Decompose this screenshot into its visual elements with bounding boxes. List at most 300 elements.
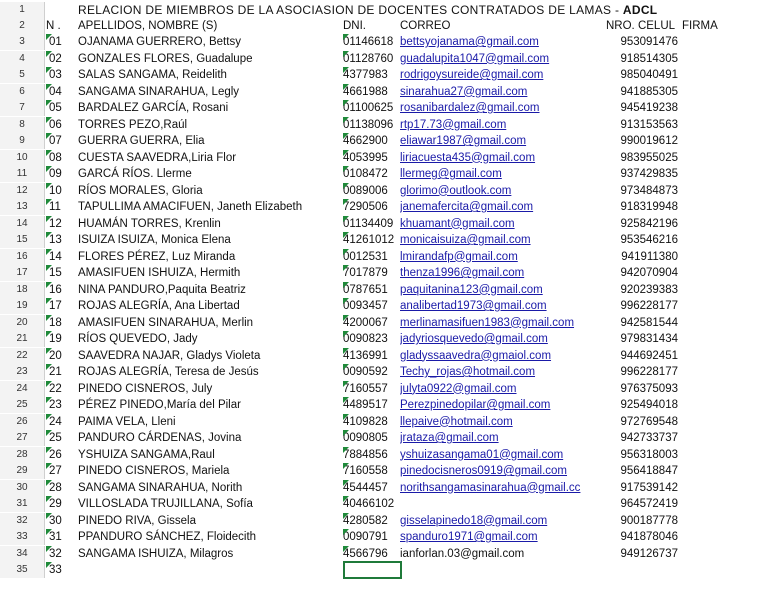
error-indicator-icon: [46, 562, 52, 568]
error-indicator-icon: [343, 513, 349, 519]
cell-number[interactable]: 29: [46, 496, 77, 512]
table-row: [0, 265, 768, 281]
cell-phone[interactable]: 996228177: [620, 300, 678, 312]
cell-name[interactable]: TAPULLIMA AMACIFUEN, Janeth Elizabeth: [78, 201, 303, 213]
row-number[interactable]: 34: [0, 546, 45, 562]
cell-number[interactable]: 26: [46, 447, 77, 463]
row-number[interactable]: 17: [0, 265, 45, 281]
cell-number[interactable]: 28: [46, 480, 77, 496]
row-number[interactable]: 32: [0, 513, 45, 529]
cell-firma[interactable]: [682, 430, 752, 446]
cell-dni[interactable]: 4136991: [343, 349, 388, 362]
cell-name[interactable]: OJANAMA GUERRERO, Bettsy: [78, 36, 241, 48]
cell-dni[interactable]: 0090823: [343, 333, 388, 345]
header-mail[interactable]: CORREO: [400, 20, 451, 32]
cell-email[interactable]: ianforlan.03@gmail.com: [400, 547, 525, 560]
cell-number[interactable]: 19: [46, 331, 77, 347]
cell-phone[interactable]: 996228177: [620, 366, 678, 378]
cell-name[interactable]: GUERRA GUERRA, Elia: [78, 135, 205, 147]
row-number[interactable]: 35: [0, 562, 45, 578]
cell-phone[interactable]: 979831434: [620, 333, 678, 345]
row-number[interactable]: 25: [0, 397, 45, 413]
cell-dni[interactable]: 4489517: [343, 399, 388, 411]
row-number[interactable]: 2: [0, 18, 45, 34]
cell-name[interactable]: ROJAS ALEGRÍA, Ana Libertad: [78, 300, 240, 312]
table-row: [0, 364, 768, 380]
cell-phone[interactable]: 900187778: [620, 514, 678, 527]
cell-phone[interactable]: 945419238: [620, 102, 678, 114]
cell-email[interactable]: liriacuesta435@gmail.com: [400, 151, 536, 164]
cell-phone[interactable]: 913153563: [620, 118, 678, 131]
cell-firma[interactable]: [682, 199, 752, 215]
cell-number[interactable]: 12: [46, 216, 77, 232]
cell-email[interactable]: Perezpinedopilar@gmail.com: [400, 399, 551, 411]
cell-name[interactable]: PAIMA VELA, Lleni: [78, 415, 176, 428]
cell-email[interactable]: guadalupita1047@gmail.com: [400, 52, 550, 65]
row-number[interactable]: 30: [0, 480, 45, 496]
cell-firma[interactable]: [682, 100, 752, 116]
row-number[interactable]: 9: [0, 133, 45, 149]
cell-number[interactable]: 32: [46, 546, 77, 562]
cell-email[interactable]: jadyriosquevedo@gmail.com: [400, 333, 548, 345]
cell-number[interactable]: 08: [46, 150, 77, 166]
cell-number[interactable]: 01: [46, 34, 77, 50]
title-bold: ADCL: [622, 3, 658, 17]
row-number[interactable]: 5: [0, 67, 45, 83]
error-indicator-icon: [46, 480, 52, 486]
cell-number[interactable]: 14: [46, 249, 77, 265]
cell-phone[interactable]: [606, 562, 678, 578]
table-row: [0, 513, 768, 529]
cell-dni[interactable]: 7160558: [343, 465, 388, 477]
row-number[interactable]: 14: [0, 216, 45, 232]
row-number[interactable]: 4: [0, 51, 45, 67]
cell-name[interactable]: [78, 562, 342, 578]
cell-firma[interactable]: [682, 133, 752, 149]
cell-firma[interactable]: [682, 331, 752, 347]
cell-name[interactable]: ROJAS ALEGRÍA, Teresa de Jesús: [78, 366, 259, 378]
cell-email[interactable]: merlinamasifuen1983@gmail.com: [400, 316, 575, 329]
cell-firma[interactable]: [682, 529, 752, 545]
cell-number[interactable]: 04: [46, 84, 77, 100]
cell-dni[interactable]: 0090791: [343, 531, 388, 543]
cell-email[interactable]: eliawar1987@gmail.com: [400, 135, 527, 147]
cell-firma[interactable]: [682, 381, 752, 397]
cell-email[interactable]: rtp17.73@gmail.com: [400, 118, 507, 131]
cell-dni[interactable]: 4661988: [343, 85, 388, 98]
cell-name[interactable]: GARCÁ RÍOS. Llerme: [78, 168, 192, 180]
cell-number[interactable]: 02: [46, 51, 77, 67]
cell-dni[interactable]: 41261012: [343, 234, 395, 246]
cell-firma[interactable]: [682, 397, 752, 413]
cell-number[interactable]: 31: [46, 529, 77, 545]
cell-dni[interactable]: 01128760: [343, 52, 394, 65]
cell-dni[interactable]: 0089006: [343, 184, 388, 197]
error-indicator-icon: [46, 117, 52, 123]
error-indicator-icon: [46, 166, 52, 172]
cell-phone[interactable]: 941885305: [620, 85, 678, 98]
cell-firma[interactable]: [682, 562, 752, 578]
cell-name[interactable]: SALAS SANGAMA, Reidelith: [78, 69, 227, 81]
cell-phone[interactable]: 976375093: [620, 382, 678, 395]
row-number[interactable]: 8: [0, 117, 45, 133]
cell-firma[interactable]: [682, 315, 752, 331]
cell-number[interactable]: 15: [46, 265, 77, 281]
error-indicator-icon: [46, 496, 52, 502]
cell-phone[interactable]: 953546216: [620, 234, 678, 246]
error-indicator-icon: [46, 51, 52, 57]
row-number[interactable]: 10: [0, 150, 45, 166]
error-indicator-icon: [343, 447, 349, 453]
error-indicator-icon: [343, 216, 349, 222]
cell-number[interactable]: 18: [46, 315, 77, 331]
cell-phone[interactable]: 941878046: [620, 531, 678, 543]
row-number[interactable]: 29: [0, 463, 45, 479]
error-indicator-icon: [343, 84, 349, 90]
cell-dni[interactable]: 7017879: [343, 267, 388, 279]
error-indicator-icon: [46, 282, 52, 288]
row-number[interactable]: 23: [0, 364, 45, 380]
error-indicator-icon: [343, 166, 349, 172]
row-number[interactable]: 15: [0, 232, 45, 248]
error-indicator-icon: [343, 265, 349, 271]
cell-email[interactable]: rodrigoysureide@gmail.com: [400, 69, 544, 81]
cell-dni[interactable]: 4544457: [343, 481, 388, 494]
error-indicator-icon: [343, 249, 349, 255]
sheet-title[interactable]: [78, 2, 657, 18]
table-row: [0, 150, 768, 166]
row-number[interactable]: 19: [0, 298, 45, 314]
row-number[interactable]: 22: [0, 348, 45, 364]
row-number[interactable]: 11: [0, 166, 45, 182]
cell-firma[interactable]: [682, 183, 752, 199]
table-row: [0, 199, 768, 215]
cell-dni[interactable]: 40466102: [343, 498, 395, 510]
cell-email[interactable]: llermeg@gmail.com: [400, 168, 502, 180]
cell-dni[interactable]: 01146618: [343, 36, 394, 48]
cell-dni[interactable]: 4377983: [343, 69, 388, 81]
cell-name[interactable]: GONZALES FLORES, Guadalupe: [78, 52, 253, 65]
error-indicator-icon: [343, 364, 349, 370]
table-row: [0, 282, 768, 298]
cell-email[interactable]: paquitanina123@gmail.com: [400, 283, 543, 296]
cell-number[interactable]: 23: [46, 397, 77, 413]
cell-firma[interactable]: [682, 67, 752, 83]
cell-firma[interactable]: [682, 249, 752, 265]
cell-name[interactable]: PÉREZ PINEDO,María del Pilar: [78, 399, 241, 411]
cell-email[interactable]: pinedocisneros0919@gmail.com: [400, 465, 568, 477]
cell-firma[interactable]: [682, 84, 752, 100]
cell-phone[interactable]: 918319948: [620, 201, 678, 213]
cell-email[interactable]: [400, 562, 605, 578]
cell-email[interactable]: Techy_rojas@hotmail.com: [400, 366, 536, 378]
table-row: [0, 381, 768, 397]
cell-phone[interactable]: 917539142: [620, 481, 678, 494]
cell-number[interactable]: 17: [46, 298, 77, 314]
cell-firma[interactable]: [682, 150, 752, 166]
error-indicator-icon: [343, 34, 349, 40]
table-row: [0, 414, 768, 430]
cell-number[interactable]: 10: [46, 183, 77, 199]
selected-cell[interactable]: [343, 561, 402, 579]
cell-firma[interactable]: [682, 51, 752, 67]
cell-email[interactable]: rosanibardalez@gmail.com: [400, 102, 540, 114]
cell-email[interactable]: jrataza@gmail.com: [400, 432, 499, 444]
error-indicator-icon: [343, 546, 349, 552]
row-number[interactable]: 27: [0, 430, 45, 446]
cell-dni[interactable]: 7160557: [343, 382, 388, 395]
cell-email[interactable]: norithsangamasinarahua@gmail.cc: [400, 481, 581, 494]
cell-firma[interactable]: [682, 546, 752, 562]
error-indicator-icon: [46, 232, 52, 238]
cell-name[interactable]: TORRES PEZO,Raúl: [78, 118, 188, 131]
row-number[interactable]: 1: [0, 2, 45, 18]
error-indicator-icon: [343, 315, 349, 321]
cell-dni[interactable]: 4662900: [343, 135, 388, 147]
cell-firma[interactable]: [682, 447, 752, 463]
cell-name[interactable]: VILLOSLADA TRUJILLANA, Sofía: [78, 498, 253, 510]
header-dni[interactable]: DNI.: [343, 20, 366, 32]
cell-phone[interactable]: 920239383: [620, 283, 678, 296]
cell-name[interactable]: RÍOS MORALES, Gloria: [78, 184, 203, 197]
cell-email[interactable]: llepaive@hotmail.com: [400, 415, 513, 428]
table-row: [0, 480, 768, 496]
cell-name[interactable]: HUAMÁN TORRES, Krenlin: [78, 217, 221, 230]
cell-name[interactable]: AMASIFUEN ISHUIZA, Hermith: [78, 267, 241, 279]
cell-phone[interactable]: 918514305: [620, 52, 678, 65]
cell-name[interactable]: ISUIZA ISUIZA, Monica Elena: [78, 234, 231, 246]
cell-number[interactable]: 06: [46, 117, 77, 133]
error-indicator-icon: [46, 381, 52, 387]
cell-phone[interactable]: 964572419: [620, 498, 678, 510]
row-number[interactable]: 18: [0, 282, 45, 298]
cell-dni[interactable]: 4053995: [343, 151, 388, 164]
row-number[interactable]: 31: [0, 496, 45, 512]
table-row: [0, 430, 768, 446]
cell-email[interactable]: julyta0922@gmail.com: [400, 382, 517, 395]
cell-name[interactable]: NINA PANDURO,Paquita Beatriz: [78, 283, 246, 296]
error-indicator-icon: [343, 463, 349, 469]
cell-email[interactable]: monicaisuiza@gmail.com: [400, 234, 531, 246]
cell-phone[interactable]: 990019612: [620, 135, 678, 147]
cell-name[interactable]: AMASIFUEN SINARAHUA, Merlin: [78, 316, 254, 329]
row-number[interactable]: 21: [0, 331, 45, 347]
error-indicator-icon: [46, 249, 52, 255]
cell-dni[interactable]: 4109828: [343, 415, 388, 428]
cell-dni[interactable]: 4200067: [343, 316, 388, 329]
error-indicator-icon: [343, 51, 349, 57]
cell-dni[interactable]: 0108472: [343, 168, 388, 180]
error-indicator-icon: [343, 199, 349, 205]
cell-email[interactable]: janemafercita@gmail.com: [400, 201, 534, 213]
header-phone[interactable]: NRO. CELUL: [606, 20, 676, 32]
cell-firma[interactable]: [682, 463, 752, 479]
error-indicator-icon: [343, 529, 349, 535]
cell-phone[interactable]: 973484873: [620, 184, 678, 197]
cell-number[interactable]: 07: [46, 133, 77, 149]
row-number[interactable]: 28: [0, 447, 45, 463]
cell-name[interactable]: PINEDO CISNEROS, July: [78, 382, 213, 395]
cell-dni[interactable]: 7884856: [343, 448, 388, 461]
cell-firma[interactable]: [682, 282, 752, 298]
row-number[interactable]: 3: [0, 34, 45, 50]
cell-dni[interactable]: 7290506: [343, 201, 388, 213]
cell-name[interactable]: CUESTA SAAVEDRA,Liria Flor: [78, 151, 237, 164]
cell-email[interactable]: sinarahua27@gmail.com: [400, 85, 528, 98]
header-firma[interactable]: FIRMA: [682, 20, 718, 32]
cell-email[interactable]: glorimo@outlook.com: [400, 184, 512, 197]
cell-phone[interactable]: 944692451: [620, 349, 678, 362]
cell-name[interactable]: RÍOS QUEVEDO, Jady: [78, 333, 198, 345]
error-indicator-icon: [46, 463, 52, 469]
table-row: [0, 447, 768, 463]
cell-name[interactable]: SANGAMA SINARAHUA, Legly: [78, 85, 240, 98]
cell-number[interactable]: 27: [46, 463, 77, 479]
cell-phone[interactable]: 949126737: [620, 547, 678, 560]
cell-email[interactable]: [400, 496, 605, 512]
cell-number[interactable]: 16: [46, 282, 77, 298]
error-indicator-icon: [46, 430, 52, 436]
cell-email[interactable]: thenza1996@gmail.com: [400, 267, 525, 279]
cell-name[interactable]: PANDURO CÁRDENAS, Jovina: [78, 432, 242, 444]
cell-phone[interactable]: 942581544: [620, 316, 678, 329]
cell-phone[interactable]: 925842196: [620, 217, 678, 230]
cell-phone[interactable]: 937429835: [620, 168, 678, 180]
cell-email[interactable]: gisselapinedo18@gmail.com: [400, 514, 548, 527]
cell-dni[interactable]: 0787651: [343, 283, 388, 296]
error-indicator-icon: [343, 381, 349, 387]
cell-firma[interactable]: [682, 232, 752, 248]
cell-number[interactable]: 09: [46, 166, 77, 182]
error-indicator-icon: [343, 117, 349, 123]
cell-firma[interactable]: [682, 496, 752, 512]
cell-name[interactable]: SANGAMA ISHUIZA, Milagros: [78, 547, 234, 560]
cell-number[interactable]: 05: [46, 100, 77, 116]
cell-name[interactable]: BARDALEZ GARCÍA, Rosani: [78, 102, 229, 114]
table-row: [0, 216, 768, 232]
cell-phone[interactable]: 942070904: [620, 267, 678, 279]
cell-email[interactable]: khuamant@gmail.com: [400, 217, 515, 230]
cell-dni[interactable]: 01100625: [343, 102, 394, 114]
row-number[interactable]: 6: [0, 84, 45, 100]
header-row: [0, 18, 768, 34]
cell-dni[interactable]: 4566796: [343, 547, 388, 560]
cell-name[interactable]: PINEDO CISNEROS, Mariela: [78, 465, 230, 477]
error-indicator-icon: [343, 67, 349, 73]
cell-name[interactable]: PPANDURO SÁNCHEZ, Floidecith: [78, 531, 257, 543]
cell-email[interactable]: gladyssaavedra@gmaiol.com: [400, 349, 552, 362]
cell-phone[interactable]: 925494018: [620, 399, 678, 411]
cell-phone[interactable]: 983955025: [620, 151, 678, 164]
cell-email[interactable]: bettsyojanama@gmail.com: [400, 36, 539, 48]
table-row: [0, 100, 768, 116]
cell-dni[interactable]: 0093457: [343, 300, 388, 312]
cell-firma[interactable]: [682, 34, 752, 50]
cell-firma[interactable]: [682, 166, 752, 182]
error-indicator-icon: [343, 348, 349, 354]
row-number[interactable]: 20: [0, 315, 45, 331]
cell-email[interactable]: lmirandafp@gmail.com: [400, 250, 518, 263]
cell-number[interactable]: 24: [46, 414, 77, 430]
cell-firma[interactable]: [682, 117, 752, 133]
error-indicator-icon: [46, 348, 52, 354]
cell-email[interactable]: yshuizasangama01@gmail.com: [400, 448, 564, 461]
cell-number[interactable]: 30: [46, 513, 77, 529]
error-indicator-icon: [343, 397, 349, 403]
error-indicator-icon: [46, 364, 52, 370]
header-name[interactable]: APELLIDOS, NOMBRE (S): [78, 20, 218, 32]
cell-number[interactable]: 11: [46, 199, 77, 215]
error-indicator-icon: [46, 183, 52, 189]
cell-name[interactable]: FLORES PÉREZ, Luz Miranda: [78, 250, 236, 263]
cell-firma[interactable]: [682, 414, 752, 430]
cell-dni[interactable]: 01138096: [343, 118, 394, 131]
cell-number[interactable]: 33: [46, 562, 77, 578]
table-row: [0, 496, 768, 512]
error-indicator-icon: [46, 34, 52, 40]
table-row: [0, 133, 768, 149]
row-number[interactable]: 16: [0, 249, 45, 265]
cell-dni[interactable]: 4280582: [343, 514, 388, 527]
cell-number[interactable]: 21: [46, 364, 77, 380]
cell-name[interactable]: SAAVEDRA NAJAR, Gladys Violeta: [78, 349, 261, 362]
error-indicator-icon: [46, 133, 52, 139]
cell-name[interactable]: YSHUIZA SANGAMA,Raul: [78, 448, 215, 461]
cell-email[interactable]: analibertad1973@gmail.com: [400, 300, 547, 312]
cell-name[interactable]: PINEDO RIVA, Gissela: [78, 514, 197, 527]
cell-dni[interactable]: 0090805: [343, 432, 388, 444]
cell-phone[interactable]: 941911380: [621, 250, 678, 263]
cell-phone[interactable]: 972769548: [620, 415, 678, 428]
error-indicator-icon: [46, 199, 52, 205]
cell-phone[interactable]: 956418847: [620, 465, 678, 477]
cell-number[interactable]: 13: [46, 232, 77, 248]
cell-firma[interactable]: [682, 513, 752, 529]
header-n[interactable]: N .: [46, 20, 61, 32]
cell-firma[interactable]: [682, 480, 752, 496]
table-row: [0, 331, 768, 347]
row-number[interactable]: 7: [0, 100, 45, 116]
cell-dni[interactable]: 0090592: [343, 366, 388, 378]
table-row: [0, 529, 768, 545]
cell-phone[interactable]: 985040491: [620, 69, 678, 81]
cell-firma[interactable]: [682, 216, 752, 232]
cell-number[interactable]: 20: [46, 348, 77, 364]
cell-phone[interactable]: 942733737: [620, 432, 678, 444]
cell-number[interactable]: 22: [46, 381, 77, 397]
cell-name[interactable]: SANGAMA SINARAHUA, Norith: [78, 481, 243, 494]
cell-dni[interactable]: 01134409: [343, 217, 394, 230]
row-number[interactable]: 33: [0, 529, 45, 545]
cell-phone[interactable]: 953091476: [620, 36, 678, 48]
cell-firma[interactable]: [682, 364, 752, 380]
cell-email[interactable]: spanduro1971@gmail.com: [400, 531, 538, 543]
table-row: [0, 397, 768, 413]
cell-number[interactable]: 03: [46, 67, 77, 83]
cell-phone[interactable]: 956318003: [620, 448, 678, 461]
table-row: [0, 166, 768, 182]
row-number[interactable]: 26: [0, 414, 45, 430]
cell-dni[interactable]: 0012531: [343, 250, 388, 263]
cell-firma[interactable]: [682, 265, 752, 281]
table-row: [0, 298, 768, 314]
cell-firma[interactable]: [682, 348, 752, 364]
cell-firma[interactable]: [682, 298, 752, 314]
row-number[interactable]: 13: [0, 199, 45, 215]
row-number[interactable]: 24: [0, 381, 45, 397]
cell-number[interactable]: 25: [46, 430, 77, 446]
row-number[interactable]: 12: [0, 183, 45, 199]
